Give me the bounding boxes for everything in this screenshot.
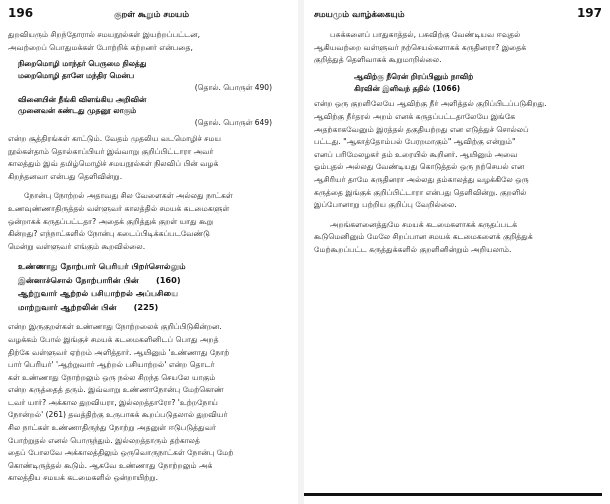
verse-line: உண்ணாது நோற்பார் பெரியர் பிறர்சொல்லும்: [18, 261, 186, 272]
text-line: கள் உண்ணாது நோற்றலும் ஒரு நல்ல சிறந்த செயலே யாகும்: [8, 372, 216, 382]
text-line: ஆசிரியர் தாமே கருதினரா அல்லது தம்காலத்து வழக்கிலே ஒரு: [314, 174, 529, 184]
text-line: ஆவிற்கு நீர்தரல் அறம் எனக் கருதப்பட்டதாலேயே இங்கே: [314, 111, 516, 121]
text-line: மேற்கூறப்பட்ட கருத்துக்களில் குறளினின்றும் அறியலாம்.: [314, 244, 512, 254]
text-line: போற்றுதல் எனல் பொருந்தும். இல்லறத்தாரும் தற்காலத்: [8, 435, 200, 445]
text-line: கூடுமெனினும் மேலே சிறப்பான சமயக் கடமைகளைக் குறித்துக்: [314, 232, 533, 242]
text-line: திற்கே வள்ளுவர் ஏற்றம் அளித்தார். ஆயினும் 'உண்ணாது நோற்: [8, 347, 230, 357]
paragraph: [314, 219, 602, 257]
left-intro-text: [8, 29, 290, 54]
text-line: கின்றது? எந்நாட்களில் நோன்பு கடைப்பிடிக்கப்படவேண்டு: [8, 229, 210, 239]
verse-reference: (225): [133, 301, 159, 312]
text-line: துறவியரும் சிறந்தோரால் சமயநூல்கள் இயற்றப்பட்டன,: [8, 30, 200, 39]
text-line: அவற்றைப் பொதுமக்கள் போற்றிக் கற்றனர் என்பதை,: [8, 42, 193, 52]
verse-line: கிரவின் இளிவந் ததில் (1066): [354, 83, 461, 93]
text-line: நோன்பு நோற்றல் அதாவது சில வேளைகள் அல்லது நாட்கள்: [24, 191, 233, 201]
text-line: மென்று வள்ளுவர் எங்கும் கூறவில்லை.: [8, 241, 146, 251]
verse-reference: (தொல். பொருள் 649): [194, 118, 272, 128]
left-page-number: 196: [8, 6, 34, 20]
left-running-head: குறள் கூறும் சமயம்: [114, 10, 190, 20]
text-line: இப்போனாறு பற்றிய குறிப்பு வேறில்லை.: [314, 200, 457, 210]
verse-line: வினையின் நீங்கி விளங்கிய அறிவின்: [18, 94, 147, 104]
verse-line: நிறைமொழி மாந்தர் பெருமை நிலத்து: [18, 59, 147, 69]
verse-line-text: மாற்றுவார் ஆற்றலின் பின்: [18, 301, 117, 312]
text-line: சில நாட்கள் உண்ணாதிருந்து நோற்று அதனுள் ஈடுபடுத்துவர்: [8, 423, 216, 433]
right-running-head: சமயமும் வாழ்க்கையும்: [314, 10, 405, 20]
text-line: ஆகியவற்றை வள்ளுவர் நற்செயல்களாகக் கருதினரா? இதைக்: [314, 42, 527, 52]
verse-line: [18, 274, 290, 288]
right-page-number: 197: [576, 6, 602, 20]
verse-line: முனைவன் கண்டது முதனூ லாகும்: [18, 106, 137, 116]
text-line: பார் பெரியர்' 'ஆற்றுவார் ஆற்றல் பசியாற்றல்' என்ற தொடர்: [8, 360, 215, 370]
text-line: தைப் போலவே அக்காலத்திலும் ஒருவொருநாட்கள் நோன்பு மேற்: [8, 448, 234, 458]
left-page: [0, 0, 298, 504]
text-line: கருத்தை இங்குக் குறிப்பிட்டாரா என்பது தெளிவின்று. குறளில்: [314, 187, 527, 197]
text-line: நூல்கள்தாம் தொல்காப்பியர் இவ்வாறு குறிப்பிட்டாரா அவர்: [8, 146, 214, 156]
text-line: எனப் பரிமேலழகர் தம் உரையில் கூறினர். ஆயினும் அவை: [314, 149, 518, 159]
text-line: பசுக்களைப் பாதுகாத்தல், பசுவிற்கு வேண்டியவ ஈவுதல்: [330, 30, 521, 39]
verse-line: ஆற்றுவார் ஆற்றல் பசியாற்றல் அப்பசியை: [18, 288, 179, 299]
verse-line: மறைமொழி தானே மந்திர மென்ப: [18, 70, 135, 80]
paragraph: [8, 133, 290, 183]
paragraph: [8, 190, 290, 253]
text-line: ஓம்புதல் அல்லது வேண்டியது கொடுத்தல் ஒரு நற்செயல் என: [314, 162, 525, 172]
text-line: காலத்தும் இவ் தமிழ்மொழிச் சமயநூல்கள் நிலவிப் பின் வழக்: [8, 159, 219, 169]
verse-reference: (160): [155, 274, 181, 285]
verse-line-text: இன்னாச்சொல் நோற்பாரின் பின்: [18, 274, 139, 285]
paragraph: [314, 29, 602, 67]
verse-block: [18, 94, 290, 129]
paragraph: [314, 98, 602, 211]
text-line: காலத்திய சமயக் கடமைகளில் ஒன்றாயிற்று.: [8, 473, 159, 483]
verse-block: [18, 260, 290, 314]
paragraph: [8, 321, 290, 485]
verse-line: ஆவிற்கு நீரென் றிரப்பினும் நாவிற்: [354, 71, 474, 81]
verse-block: [354, 71, 602, 95]
text-line: நோன்றல்' (261) தவத்திற்கு உருபாகக் கூறப்படுதலால் துறவியர்: [8, 410, 228, 420]
text-line: பட்டது. "ஆகாத்தோம்பல் பேரறமாகும்" ஆவிற்கு என்றும்": [314, 137, 516, 147]
text-line: உணவுண்ணாதிருத்தல் வள்ளுவர் காலத்தில் சமயக் கடமைகளுள்: [8, 203, 230, 213]
text-line: குறித்துத் தெளிவாகக் கூறுமாறில்லை.: [314, 55, 442, 65]
verse-reference: (தொல். பொருள் 490): [194, 82, 272, 92]
text-line: என்ற கருத்தைத் தரும். இவ்வாறு உண்ணாநோன்பு மேற்கொண்: [8, 385, 224, 395]
text-line: என்ற இருகுறள்கள் உண்ணாது நோற்றலைக் குறிப்பிடுகின்றன.: [8, 322, 222, 332]
text-line: கொண்டிருத்தல் கூடும். ஆகவே உண்ணாது நோற்றலும் அக்: [8, 460, 213, 470]
left-page-header: [8, 6, 290, 21]
text-line: அதற்காகவேனும் இரத்தல் தகுதியற்றது என எடுத்துச் சொல்லப்: [314, 124, 529, 134]
text-line: ஒன்றாகக் கருதப்பட்டதா? அதைக் குறித்துக் குறள் யாது கூறு: [8, 216, 214, 226]
right-page-header: [314, 6, 602, 21]
text-line: டவர் யார்? அக்கால துறவியரா, இல்லறத்தாரோ? 'உற்றநோய்: [8, 397, 218, 407]
verse-line: [18, 301, 290, 315]
verse-block: [18, 58, 290, 93]
text-line: அறங்களனைத்துமே சமயக் கடமைகளாகக் கருதப்படக்: [330, 219, 518, 229]
text-line: என்ற சூத்திரங்கள் காட்டும். வேதம் முதலிய வடமொழிச் சமய: [8, 133, 221, 143]
right-page: [304, 0, 610, 504]
text-line: வழக்கம் போல் இங்குச் சமயக் கடமைகளினிடப் பொது அறத்: [8, 334, 219, 344]
text-line: என்ற ஒரு குறளிலேயே ஆவிற்கு நீர் அளித்தல் குறிப்பிடப்படுகிறது.: [314, 99, 547, 109]
bottom-rule: [304, 493, 602, 496]
text-line: கிறந்தனவா என்பது தெளிவின்று.: [8, 171, 123, 181]
